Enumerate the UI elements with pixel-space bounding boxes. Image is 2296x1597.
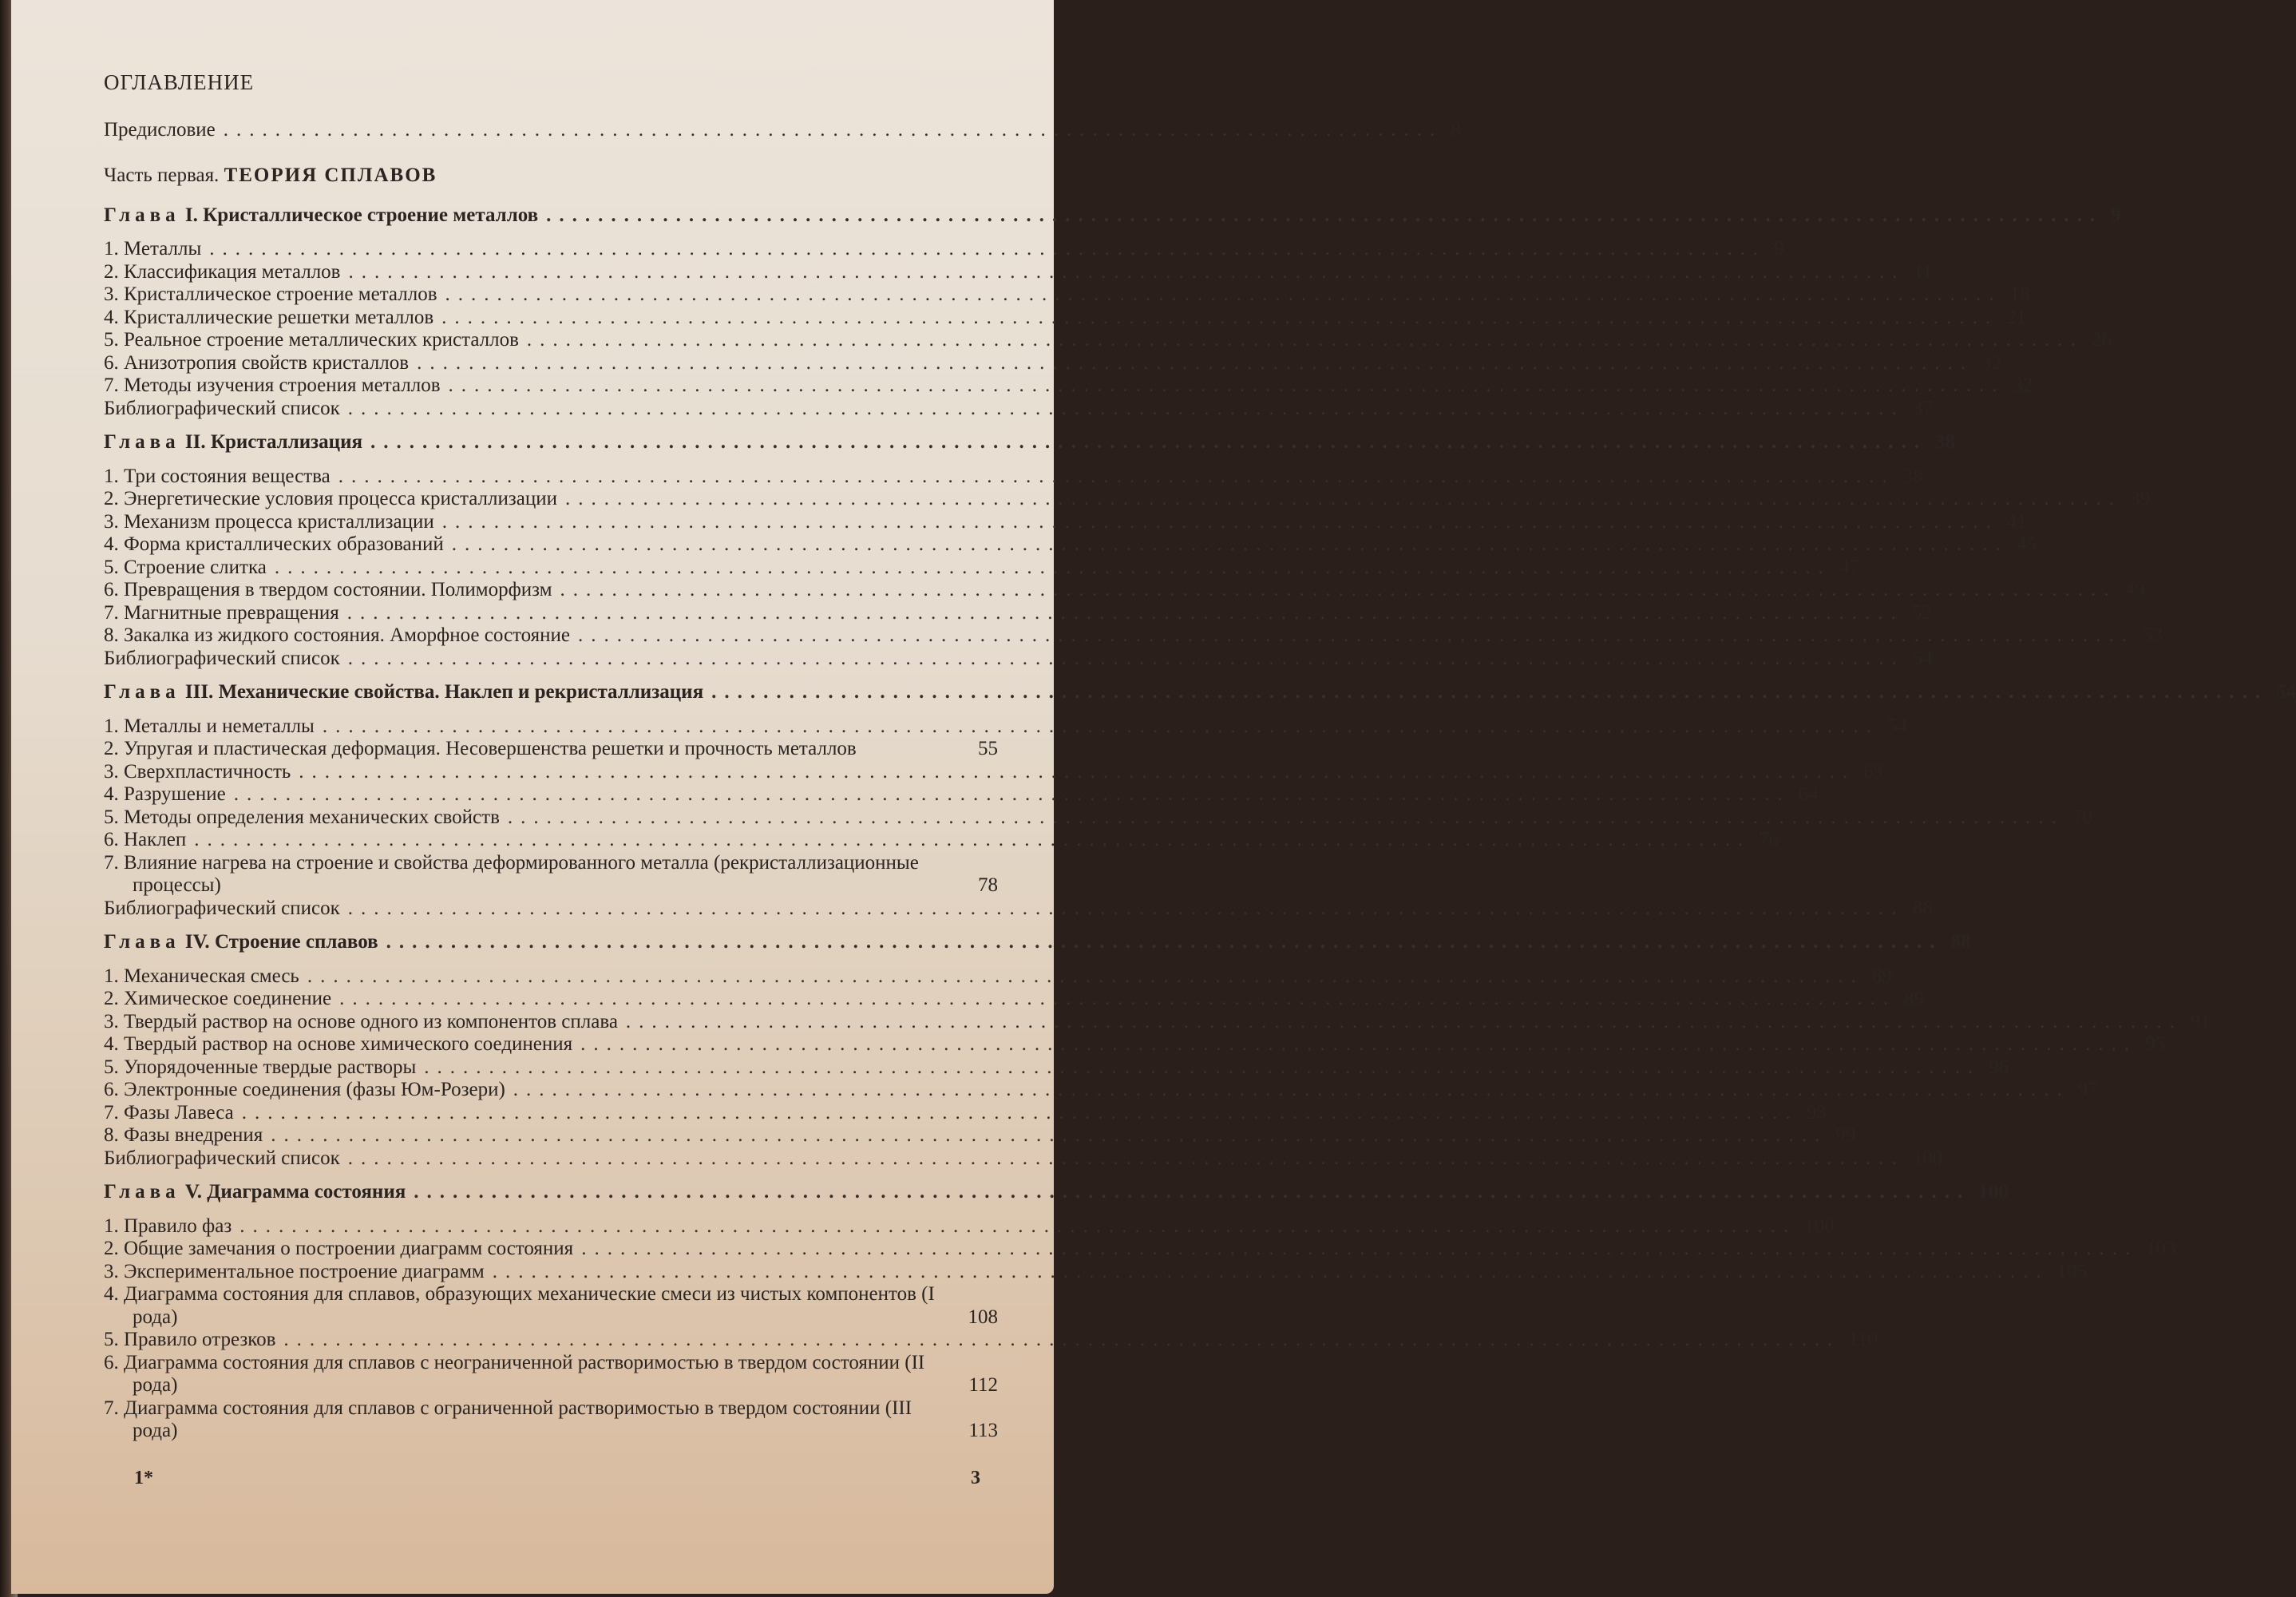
toc-entry[interactable]	[104, 556, 1859, 580]
leader-dots: ........................................................................................................................	[347, 647, 1905, 669]
chapter-title: Строение сплавов	[214, 931, 378, 953]
page-number: 3	[971, 1468, 980, 1488]
entry-label: 3. Твердый раствор на основе одного из компонентов сплава	[104, 1010, 618, 1032]
toc-entry[interactable]	[104, 1397, 998, 1443]
entry-label: 4. Разрушение	[104, 783, 226, 805]
entry-page: 49	[2124, 579, 2145, 600]
entry-page: 21	[2006, 306, 2027, 328]
leader-dots: ........................................................................................................................	[347, 897, 1905, 919]
toc-entry[interactable]	[104, 397, 1933, 421]
leader-dots: ........................................................................................................................	[307, 965, 1864, 987]
entry-label: 5. Реальное строение металлических кристаллов	[104, 329, 519, 351]
entry-label: 5. Упорядоченные твердые растворы	[104, 1056, 417, 1078]
leader-dots: ........................................................................................................................	[424, 1056, 1981, 1078]
toc-entry[interactable]	[104, 738, 998, 761]
entry-page: 97	[2077, 1079, 2098, 1100]
entry-label: 1. Три состояния вещества	[104, 465, 331, 487]
leader-dots: ........................................................................................................................	[513, 1079, 2070, 1100]
toc-entry[interactable]	[104, 579, 2145, 602]
chapter-label	[104, 1181, 406, 1204]
toc-entry[interactable]	[104, 760, 1884, 784]
leader-dots: ........................................................................................................................	[338, 465, 1895, 487]
chapter-number: I.	[184, 204, 198, 226]
leader-dots: ........................................................................................................................	[274, 556, 1831, 578]
chapter-page: 9	[2111, 204, 2121, 226]
toc-entry[interactable]	[104, 465, 1923, 489]
entry-label: 3. Сверхпластичность	[104, 760, 291, 783]
entry-page: 32	[2013, 374, 2033, 396]
toc-chapter[interactable]	[104, 931, 1971, 954]
toc-entry[interactable]	[104, 965, 1892, 989]
chapter-title: Механические свойства. Наклеп и рекристаллизация	[218, 681, 704, 703]
entry-label: 6. Превращения в твердом состоянии. Полиморфизм	[104, 579, 552, 600]
leader-dots: ........................................................................................................................	[581, 1238, 2139, 1259]
entry-page: 76	[1759, 829, 1779, 850]
entry-label: Библиографический список	[104, 1147, 340, 1169]
entry-page: 32	[1981, 351, 2002, 374]
entry-label: 2. Химическое соединение	[104, 988, 332, 1009]
entry-label: 1. Механическая смесь	[104, 965, 299, 987]
entry-page: 96	[1989, 1056, 2009, 1078]
leader-dots: ........................................................................................................................	[209, 238, 1767, 260]
toc-entry[interactable]	[104, 601, 1932, 625]
leader-dots: ........................................................................................................................	[565, 488, 2122, 509]
toc-chapter[interactable]	[104, 431, 1956, 454]
leader-dots: ........................................................................................................................	[339, 988, 1897, 1009]
chapter-prefix: Глава	[104, 931, 180, 953]
toc-entry[interactable]	[104, 488, 2150, 511]
leader-dots: ........................................................................................................................	[233, 783, 1791, 805]
chapter-number: IV.	[184, 931, 210, 953]
chapter-prefix: Глава	[104, 204, 180, 226]
chapter-page: 54	[2276, 681, 2296, 703]
toc-chapter[interactable]	[104, 204, 2121, 228]
leader-dots: ........................................................................................................................	[625, 1010, 2183, 1032]
entry-page: 64	[1798, 783, 1819, 805]
toc-entry[interactable]	[104, 1147, 1943, 1171]
toc-entry[interactable]	[104, 988, 1925, 1011]
leader-dots: ........................................................................................................................	[348, 260, 1906, 283]
chapter-page: 38	[1935, 431, 1956, 453]
toc-entry[interactable]	[104, 829, 1779, 852]
toc-entry[interactable]	[104, 806, 2092, 830]
toc-entry[interactable]	[104, 1283, 998, 1329]
chapter-label	[104, 681, 703, 704]
leader-dots: ........................................................................................................................	[194, 829, 1752, 850]
chapter-title: Диаграмма состояния	[207, 1181, 406, 1203]
leader-dots: ........................................................................................................................	[578, 624, 2136, 646]
entry-label: 5. Правило отрезков	[104, 1329, 276, 1350]
entry-page: 113	[968, 1420, 998, 1441]
entry-label: 4. Кристаллические решетки металлов	[104, 306, 434, 328]
chapter-label	[104, 931, 378, 954]
chapter-prefix: Глава	[104, 431, 180, 453]
entry-label: 7. Влияние нагрева на строение и свойства деформированного металла (рекристаллизационные процессы)	[104, 851, 919, 896]
entry-page: 89	[1904, 988, 1925, 1009]
toc-entry[interactable]	[104, 1238, 2176, 1261]
section-list	[104, 1215, 2176, 1443]
entry-page: 54	[1886, 715, 1907, 737]
entry-page: 45	[2016, 533, 2037, 555]
leader-dots: ........................................................................................................................	[492, 1260, 2049, 1282]
entry-page: 39	[2130, 488, 2150, 509]
entry-label: 1. Металлы	[104, 238, 202, 260]
entry-page: 100	[1804, 1215, 1835, 1237]
entry-page: 53	[2143, 624, 2163, 646]
entry-label: 1. Металлы и неметаллы	[104, 715, 315, 737]
entry-label: 1. Правило фаз	[104, 1215, 232, 1237]
toc-entry[interactable]	[104, 852, 998, 898]
chapter-title: Кристаллизация	[210, 431, 363, 453]
entry-page: 108	[968, 1306, 998, 1328]
entry-label: 5. Строение слитка	[104, 556, 267, 578]
entry-label: 6. Наклеп	[104, 829, 187, 850]
toc-entry[interactable]	[104, 238, 1784, 261]
entry-page: 98	[1806, 1101, 1827, 1123]
toc-entry[interactable]	[104, 260, 1933, 284]
section-list	[104, 965, 2211, 1171]
entry-page: 54	[1912, 647, 1933, 669]
entry-label: 3. Кристаллическое строение металлов	[104, 283, 437, 305]
leader-dots: ........................................................................................................................	[451, 533, 2009, 555]
toc-entry[interactable]	[104, 1260, 2088, 1284]
leader-dots: ........................................................................................................................	[346, 601, 1904, 624]
leader-dots: ........................................................................................................................	[441, 306, 1999, 328]
section-list	[104, 465, 2163, 671]
entry-label: 6. Электронные соединения (фазы Юм-Розери)	[104, 1079, 505, 1100]
toc-entry[interactable]	[104, 1079, 2098, 1102]
entry-label: 2. Энергетические условия процесса кристаллизации	[104, 488, 557, 509]
part-title: ТЕОРИЯ СПЛАВОВ	[224, 164, 437, 186]
leader-dots: ........................................................................................................................	[546, 204, 2104, 226]
entry-page: 88	[1912, 897, 1933, 919]
entry-page: 55	[978, 738, 998, 759]
entry-page: 89	[1871, 965, 1892, 987]
toc-entry[interactable]	[104, 1329, 1878, 1352]
entry-page: 38	[1902, 465, 1923, 487]
toc-entry[interactable]	[104, 510, 2027, 534]
leader-dots: ........................................................................................................................	[283, 1329, 1841, 1350]
entry-label: Библиографический список	[104, 647, 340, 669]
entry-page: 70	[2072, 806, 2092, 828]
entry-page: 110	[1848, 1329, 1878, 1350]
toc-entry[interactable]	[104, 1352, 998, 1397]
chapter-page: 100	[1978, 1181, 2009, 1203]
part-prefix: Часть первая.	[104, 164, 220, 186]
chapter-page: 88	[1950, 931, 1971, 953]
page-footer	[134, 1468, 980, 1489]
toc-entry[interactable]	[104, 783, 1819, 806]
entry-label: 7. Методы изучения строения металлов	[104, 374, 441, 396]
entry-label: 8. Фазы внедрения	[104, 1124, 263, 1146]
leader-dots: ........................................................................................................................	[370, 431, 1928, 453]
toc-entry[interactable]	[104, 533, 2037, 557]
leader-dots: ..............................................................................................	[223, 119, 1443, 141]
entry-page: 9	[1774, 238, 1784, 260]
toc-chapter[interactable]	[104, 1181, 2009, 1204]
entry-page: 78	[978, 874, 998, 896]
toc-entry[interactable]	[104, 897, 1933, 921]
entry-page: 99	[1835, 1124, 1856, 1146]
entry-page: 26	[2091, 329, 2112, 351]
part-heading	[104, 164, 998, 187]
toc-entry[interactable]	[104, 351, 2002, 375]
chapter-label	[104, 431, 362, 454]
toc-entry[interactable]	[104, 715, 1907, 739]
toc-entry-preface[interactable]	[104, 119, 1461, 142]
leader-dots: ........................................................................................................................	[448, 374, 2005, 396]
entry-page: 18	[2009, 283, 2030, 305]
entry-label: 7. Фазы Лавеса	[104, 1101, 234, 1123]
entry-label: 7. Магнитные превращения	[104, 601, 339, 624]
entry-label: 3. Механизм процесса кристаллизации	[104, 510, 434, 533]
entry-label: 8. Закалка из жидкого состояния. Аморфное состояние	[104, 624, 571, 646]
toc-entry[interactable]	[104, 1033, 2166, 1056]
chapter-number: III.	[184, 681, 214, 703]
toc-entry[interactable]	[104, 1124, 1856, 1147]
leader-dots: ........................................................................................................................	[299, 760, 1856, 783]
entry-label: 6. Диаграмма состояния для сплавов с неограниченной растворимостью в твердом состоянии (II рода)	[104, 1351, 925, 1396]
leader-dots: ........................................................................................................................	[441, 510, 1999, 533]
entry-page: 8	[1451, 119, 1461, 141]
entry-page: 52	[1911, 601, 1932, 624]
entry-page: 103	[2146, 1238, 2176, 1259]
chapter-label	[104, 204, 538, 228]
toc-entry[interactable]	[104, 1101, 1827, 1125]
toc-entry[interactable]	[104, 283, 2030, 307]
entry-page: 95	[2145, 1033, 2166, 1055]
section-list	[104, 715, 2092, 921]
leader-dots: ........................................................................................................................	[322, 715, 1879, 737]
entry-label: Библиографический список	[104, 397, 340, 419]
entry-page: 100	[1912, 1147, 1943, 1169]
toc-chapter[interactable]	[104, 681, 2296, 704]
chapter-title: Кристаллическое строение металлов	[203, 204, 539, 226]
entry-label: 5. Методы определения механических свойств	[104, 806, 500, 828]
leader-dots: ........................................................................................................................	[507, 806, 2064, 828]
toc-entry[interactable]	[104, 306, 2027, 330]
toc-entry[interactable]	[104, 1215, 1835, 1238]
leader-dots: ........................................................................................................................	[347, 1147, 1905, 1169]
toc-entry[interactable]	[104, 329, 2112, 352]
toc-entry[interactable]	[104, 374, 2033, 398]
leader-dots: ........................................................................................................................	[580, 1033, 2138, 1055]
entry-page: 91	[2190, 1010, 2211, 1032]
entry-page: 11	[1913, 260, 1933, 283]
leader-dots: ........................................................................................................................	[526, 329, 2084, 351]
leader-dots: ........................................................................................................................	[445, 283, 2002, 305]
leader-dots: ........................................................................................................................	[347, 397, 1905, 419]
entry-page: 41	[2006, 510, 2027, 533]
chapter-number: V.	[184, 1181, 202, 1203]
toc-title: ОГЛАВЛЕНИЕ	[104, 70, 255, 94]
signature-mark: 1*	[134, 1468, 153, 1488]
entry-label: 2. Общие замечания о построении диаграмм состояния	[104, 1238, 574, 1259]
chapter-prefix: Глава	[104, 681, 180, 703]
chapter-prefix: Глава	[104, 1181, 180, 1203]
leader-dots: ........................................................................................................................	[386, 931, 1943, 953]
toc-entry[interactable]	[104, 624, 2163, 648]
toc-entry[interactable]	[104, 1056, 2009, 1080]
entry-label: 4. Диаграмма состояния для сплавов, образующих механические смеси из чистых компонентов (I рода)	[104, 1283, 935, 1328]
leader-dots: ........................................................................................................................	[560, 579, 2117, 600]
book-page	[11, 0, 2296, 1594]
toc	[104, 70, 2296, 1454]
entry-label: Предисловие	[104, 119, 216, 141]
chapter-list	[104, 204, 2296, 1443]
entry-label: 7. Диаграмма состояния для сплавов с ограниченной растворимостью в твердом состоянии (III рода)	[104, 1397, 912, 1441]
leader-dots: ........................................................................................................................	[241, 1101, 1799, 1123]
leader-dots: ........................................................................................................................	[239, 1215, 1797, 1237]
toc-entry[interactable]	[104, 647, 1933, 671]
entry-label: Библиографический список	[104, 897, 340, 919]
entry-page: 63	[1863, 760, 1884, 783]
entry-label: 2. Классификация металлов	[104, 260, 341, 283]
entry-label: 6. Анизотропия свойств кристаллов	[104, 351, 410, 374]
entry-page: 105	[2057, 1260, 2088, 1282]
leader-dots: ........................................................................................................................	[711, 681, 2269, 703]
leader-dots: ........................................................................................................................	[414, 1181, 1971, 1203]
section-list	[104, 238, 2112, 420]
entry-label: 3. Экспериментальное построение диаграмм	[104, 1260, 485, 1282]
toc-entry[interactable]	[104, 1010, 2211, 1034]
leader-dots: ........................................................................................................................	[271, 1124, 1828, 1146]
leader-dots: ........................................................................................................................	[417, 351, 1974, 374]
chapter-number: II.	[184, 431, 206, 453]
entry-label: 4. Твердый раствор на основе химического соединения	[104, 1033, 573, 1055]
entry-page: 112	[968, 1374, 998, 1396]
entry-label: 4. Форма кристаллических образований	[104, 533, 444, 555]
entry-page: 37	[1912, 397, 1933, 419]
entry-label: 2. Упругая и пластическая деформация. Несовершенства решетки и прочность металлов	[104, 738, 857, 759]
entry-page: 47	[1839, 556, 1859, 578]
